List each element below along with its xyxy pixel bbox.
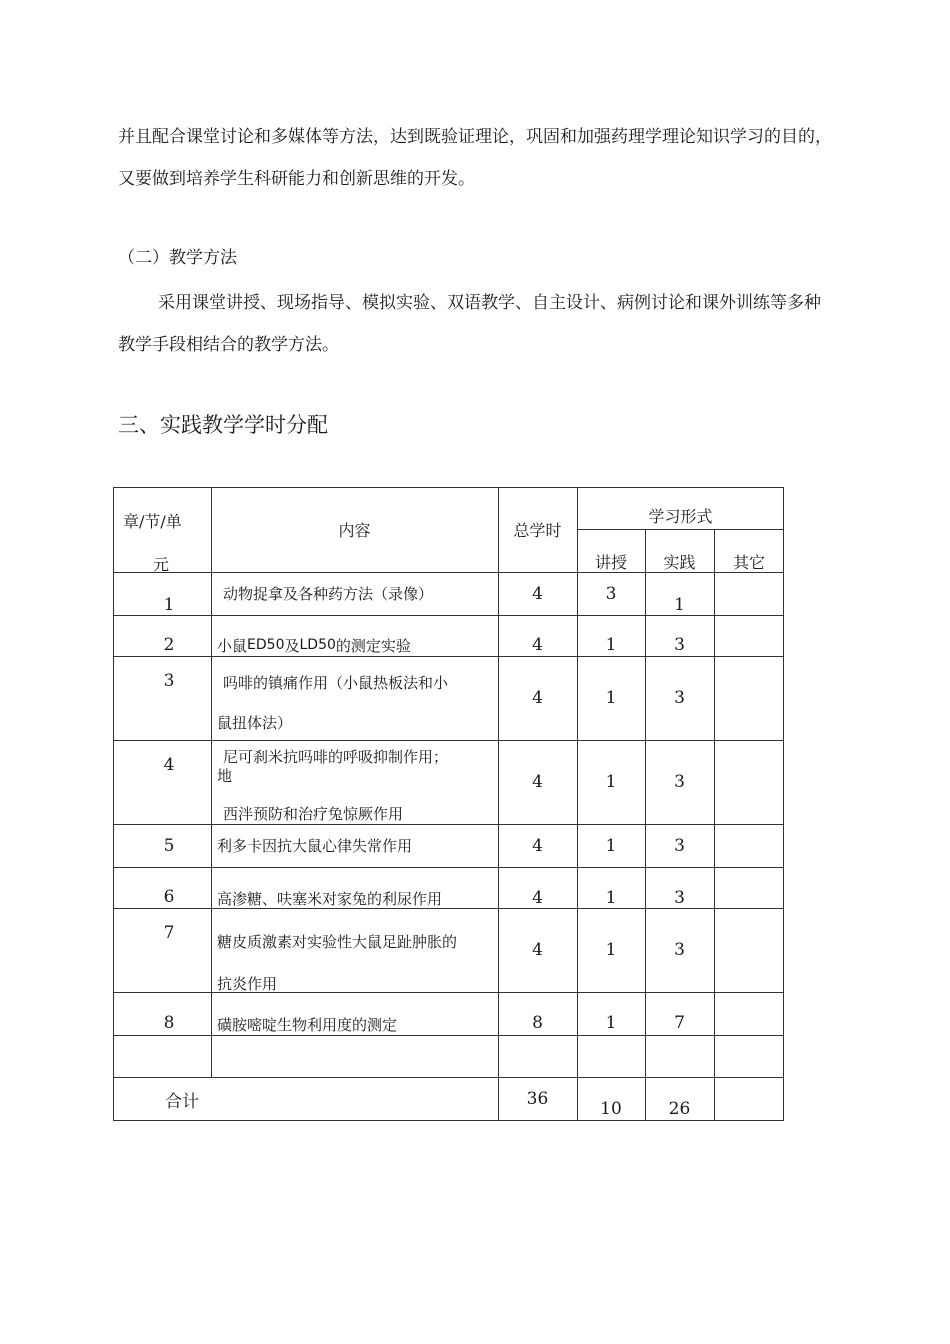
header-unit-line1: 章/节/单	[123, 512, 182, 531]
row2-content-pre: 小鼠	[217, 636, 248, 655]
hours-table	[113, 487, 784, 1121]
row7-total: 4	[532, 940, 543, 960]
header-lecture: 讲授	[594, 552, 627, 572]
row8-practice: 7	[674, 1013, 685, 1033]
row1-practice: 1	[674, 595, 685, 615]
row4-content-line1: 尼可刹米抗吗啡的呼吸抑制作用；	[223, 747, 449, 766]
row8-lecture: 1	[605, 1013, 617, 1033]
sum-practice: 26	[668, 1099, 691, 1119]
row2-content	[211, 625, 497, 665]
row8-total: 8	[532, 1013, 543, 1033]
row6-lecture: 1	[605, 888, 617, 908]
row2-unit: 2	[163, 635, 175, 655]
row5-content: 利多卡因抗大鼠心律失常作用	[217, 837, 413, 855]
header-learning-form: 学习形式	[648, 506, 713, 526]
row3-content-line2: 鼠扭体法）	[217, 713, 293, 732]
row8-unit: 8	[163, 1013, 175, 1033]
row1-lecture: 3	[605, 583, 617, 604]
row7-content-line1: 糖皮质激素对实验性大鼠足趾肿胀的	[217, 932, 458, 951]
heading-practice-hours: 三、实践教学学时分配	[118, 413, 328, 437]
header-practice: 实践	[663, 552, 696, 572]
row2-ed-sub: 50	[266, 637, 285, 653]
row1-unit: 1	[163, 595, 175, 615]
row1-content: 动物捉拿及各种药方法（录像）	[223, 585, 434, 603]
sum-lecture: 10	[600, 1099, 622, 1119]
table-line	[113, 1077, 784, 1078]
row3-practice: 3	[674, 688, 685, 708]
row2-ld-sub: 50	[318, 637, 336, 653]
row4-practice: 3	[674, 772, 685, 792]
sum-label: 合计	[165, 1091, 199, 1112]
heading-teaching-method: （二）教学方法	[118, 248, 237, 268]
row6-total: 4	[532, 888, 543, 908]
row3-unit: 3	[163, 671, 175, 691]
sum-total: 36	[526, 1089, 549, 1109]
row2-practice: 3	[674, 635, 685, 655]
row6-content: 高渗糖、呋塞米对家兔的利尿作用	[217, 889, 443, 908]
row6-unit: 6	[163, 887, 175, 907]
row2-ed: ED	[247, 637, 267, 653]
row2-content-post: 的测定实验	[335, 636, 411, 655]
row5-unit: 5	[163, 835, 175, 856]
row8-content: 磺胺嘧啶生物利用度的测定	[217, 1015, 398, 1034]
row7-practice: 3	[674, 940, 685, 960]
row7-content-line2: 抗炎作用	[217, 974, 278, 993]
row2-content-mid: 及	[284, 636, 300, 655]
row4-content-line3: 西泮预防和治疗兔惊厥作用	[223, 804, 404, 823]
row4-lecture: 1	[605, 772, 617, 792]
paragraph-intro: 并且配合课堂讨论和多媒体等方法，达到既验证理论，巩固和加强药理学理论知识学习的目的，又要做到培养学生科研能力和创新思维的开发。	[118, 127, 832, 189]
row3-total: 4	[532, 688, 543, 708]
row7-lecture: 1	[605, 940, 617, 960]
paragraph-teaching-method: 采用课堂讲授、现场指导、模拟实验、双语教学、自主设计、病例讨论和课外训练等多种教学手段相结合的教学方法。	[118, 293, 821, 355]
table-line-col	[714, 529, 715, 1121]
row2-lecture: 1	[605, 635, 617, 655]
row5-lecture: 1	[605, 835, 617, 856]
row4-content-line2: 地	[217, 766, 233, 785]
row6-practice: 3	[674, 888, 685, 908]
row2-ld: LD	[299, 637, 319, 653]
row5-practice: 3	[674, 835, 685, 856]
row3-content-line1: 吗啡的镇痛作用（小鼠热板法和小	[223, 673, 449, 692]
row4-unit: 4	[163, 755, 175, 775]
header-unit-line2: 元	[153, 555, 170, 574]
header-content: 内容	[338, 521, 371, 540]
row7-unit: 7	[163, 923, 175, 943]
table-line	[113, 867, 784, 868]
row1-total: 4	[532, 583, 543, 604]
header-other: 其它	[732, 552, 765, 572]
row5-total: 4	[532, 835, 543, 856]
header-total-hours: 总学时	[513, 521, 562, 540]
row3-lecture: 1	[605, 688, 617, 708]
row2-total: 4	[532, 635, 543, 655]
row4-total: 4	[532, 772, 543, 792]
